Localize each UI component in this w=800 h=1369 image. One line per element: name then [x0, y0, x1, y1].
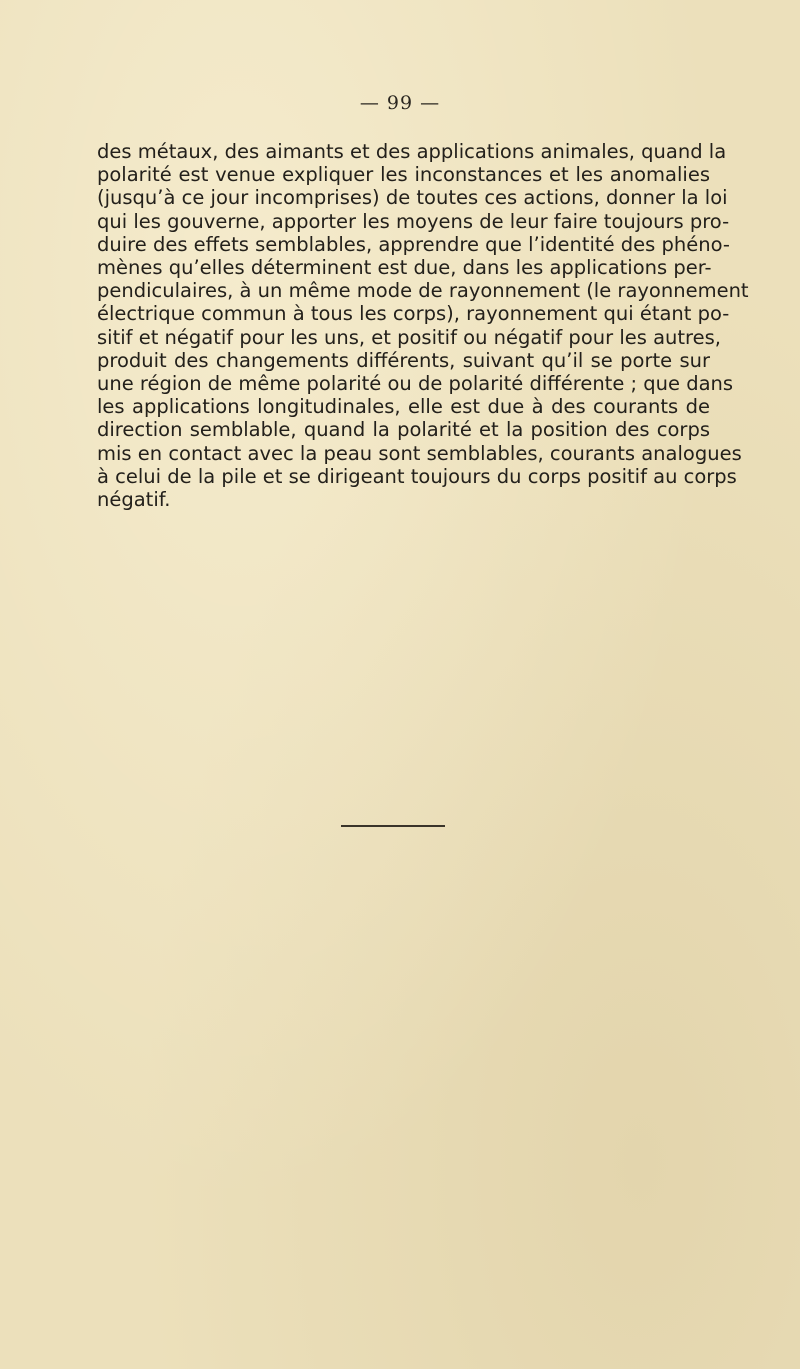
text-line: direction semblable, quand la polarité et la position des corps — [97, 418, 710, 442]
text-line: mis en contact avec la peau sont semblables, courants analogues — [97, 441, 742, 465]
text-line: mènes qu’elles déterminent est due, dans les applications per- — [97, 256, 712, 280]
text-line: duire des effets semblables, apprendre que l’identité des phéno- — [97, 232, 730, 256]
text-line-last: négatif. — [97, 488, 171, 512]
paragraph — [97, 140, 749, 512]
section-divider-rule — [341, 825, 445, 827]
text-line: à celui de la pile et se dirigeant toujours du corps positif au corps — [97, 464, 737, 488]
text-line: pendiculaires, à un même mode de rayonnement (le rayonnement — [97, 279, 749, 303]
text-line: qui les gouverne, apporter les moyens de leur faire toujours pro- — [97, 209, 730, 233]
text-line: les applications longitudinales, elle est due à des courants de — [97, 395, 710, 419]
text-line: électrique commun à tous les corps), rayonnement qui étant po- — [97, 302, 730, 326]
text-line: sitif et négatif pour les uns, et positif ou négatif pour les autres, — [97, 325, 721, 349]
text-line: (jusqu’à ce jour incomprises) de toutes ces actions, donner la loi — [97, 186, 728, 210]
text-line: produit des changements différents, suivant qu’il se porte sur — [97, 348, 710, 372]
page-number: — 99 — — [359, 92, 441, 114]
text-line: une région de même polarité ou de polarité différente ; que dans — [97, 372, 734, 396]
text-line: des métaux, des aimants et des applications animales, quand la — [97, 140, 727, 163]
text-line: polarité est venue expliquer les inconstances et les anomalies — [97, 163, 710, 187]
